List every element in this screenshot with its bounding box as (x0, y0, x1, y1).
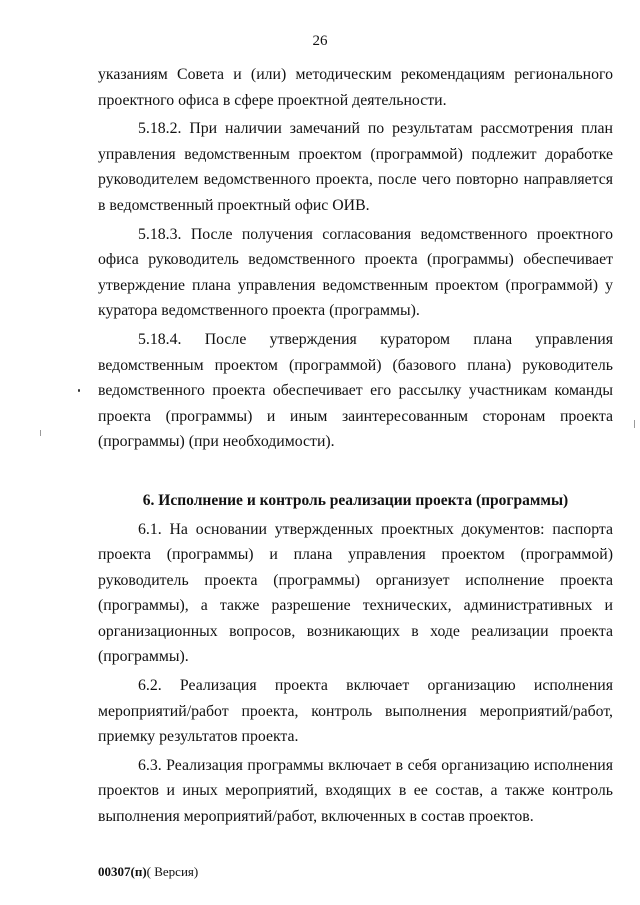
paragraph-5-18-2: 5.18.2. При наличии замечаний по результатам рассмотрения план управления ведомственным проектом (программой) подлежит доработке руководителем ведомственного проекта, после чего повторно направляется в ведомственный проектный офис ОИВ. (98, 120, 613, 214)
page-number: 26 (312, 33, 328, 49)
document-body (98, 62, 613, 830)
paragraph-6-3: 6.3. Реализация программы включает в себя организацию исполнения проектов и иных мероприятий, входящих в ее состав, а также контроль выполнения мероприятий/работ, включенных в состав проектов. (98, 756, 613, 826)
paragraph-continuation: указаниям Совета и (или) методическим рекомендациям регионального проектного офиса в сфере проектной деятельности. (98, 66, 613, 109)
scan-mark (40, 430, 41, 436)
paragraph-5-18-4: 5.18.4. После утверждения куратором плана управления ведомственным проектом (программой) (базового плана) руководитель ведомственного проекта обеспечивает его рассылку участникам команды проекта (программы) и иным заинтересованным сторонам проекта (программы) (при необходимости). (98, 330, 613, 451)
document-version: ( Версия) (146, 864, 199, 879)
paragraph-6-1: 6.1. На основании утвержденных проектных документов: паспорта проекта (программы) и плана управления проектом (программой) руководитель проекта (программы) организует исполнение проекта (программы), а также разрешение технических, административных и организационных вопросов, возникающих в ходе реализации проекта (программы). (98, 520, 613, 666)
document-footer (98, 864, 198, 880)
paragraph-6-2: 6.2. Реализация проекта включает организацию исполнения мероприятий/работ проекта, контроль выполнения мероприятий/работ, приемку результатов проекта. (98, 677, 613, 746)
section-heading: 6. Исполнение и контроль реализации проекта (программы) (142, 491, 569, 509)
document-code: 00307(п) (98, 864, 147, 879)
paragraph-5-18-3: 5.18.3. После получения согласования ведомственного проектного офиса руководитель ведомственного проекта (программы) обеспечивает утверждение плана управления ведомственным проектом (программой) у куратора ведомственного проекта (программы). (98, 225, 613, 320)
scan-speck (78, 389, 80, 392)
scan-mark-right (634, 420, 635, 428)
